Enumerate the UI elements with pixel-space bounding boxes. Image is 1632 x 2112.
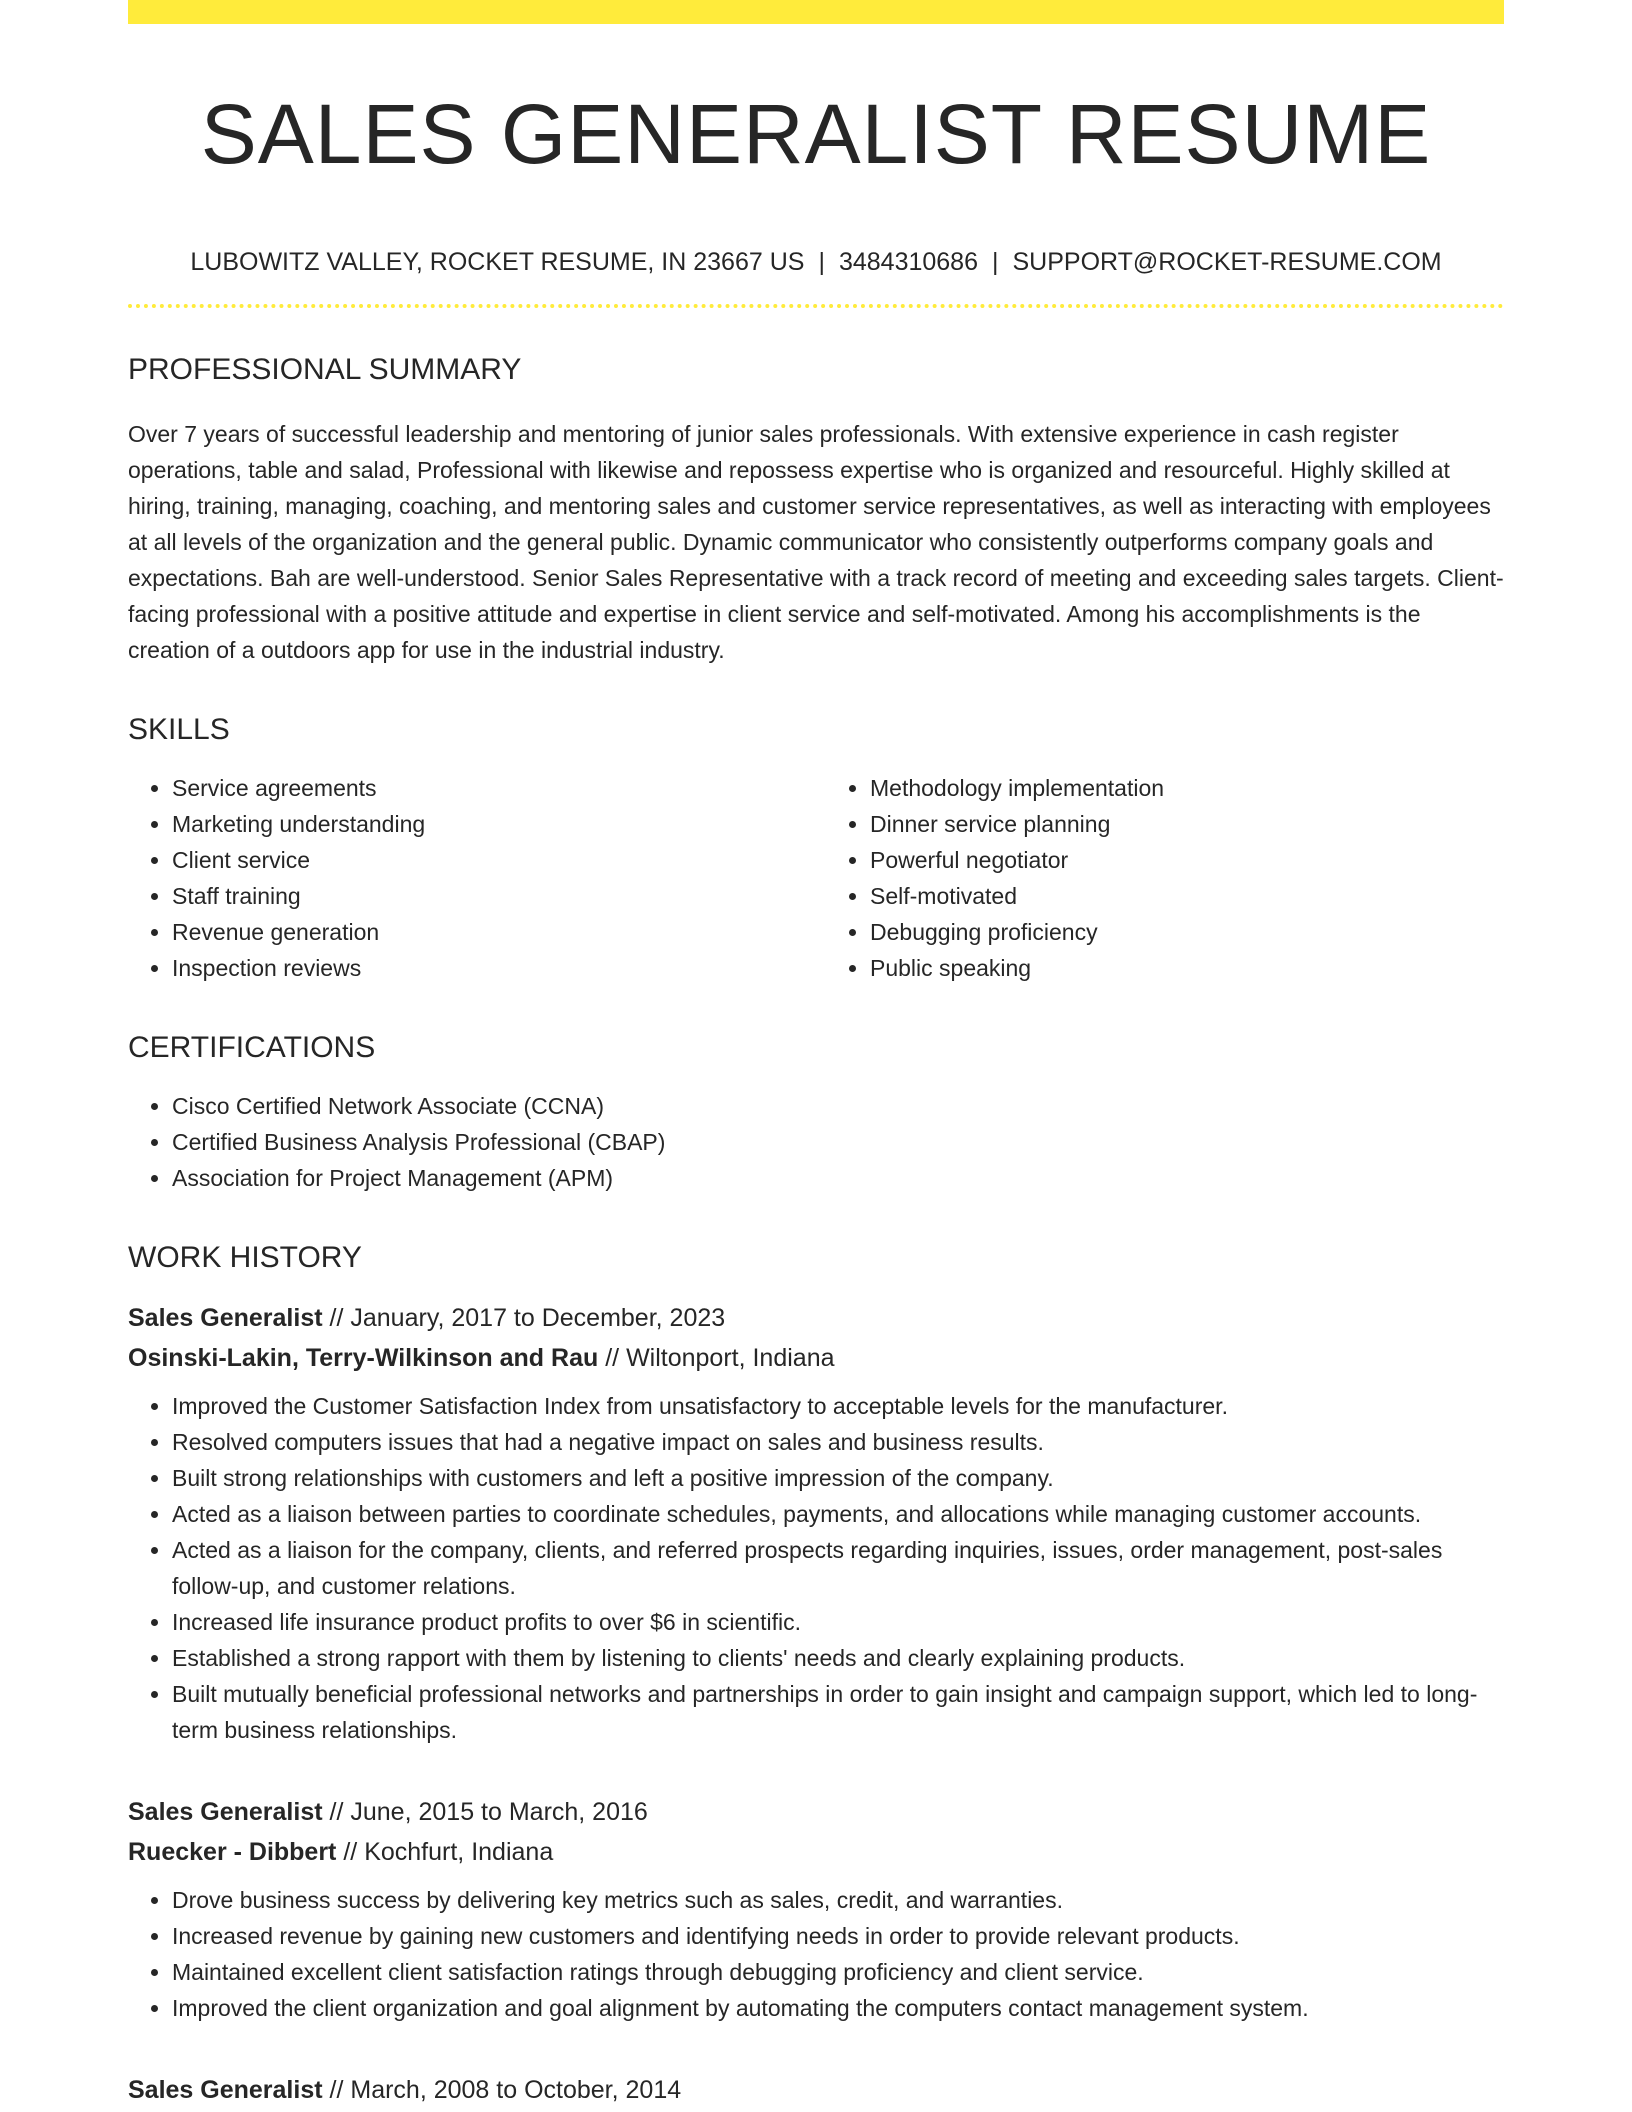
job-separator: // (343, 1838, 358, 1866)
skill-item: • Dinner service planning (870, 806, 1504, 842)
job-role-line (128, 1298, 1504, 1338)
skill-item: • Revenue generation (172, 914, 806, 950)
certification-item: • Cisco Certified Network Associate (CCNA) (172, 1088, 1504, 1124)
contact-phone: 3484310686 (838, 248, 978, 276)
job-role: Sales Generalist (128, 2076, 323, 2104)
skills-list-left (128, 770, 806, 986)
job-separator: // (605, 1344, 620, 1372)
job-dates: June, 2015 to March, 2016 (350, 1798, 648, 1826)
certification-item: • Certified Business Analysis Professional (CBAP) (172, 1124, 1504, 1160)
job-company: Ruecker - Dibbert (128, 1838, 337, 1866)
certifications-heading: CERTIFICATIONS (128, 1031, 376, 1064)
certifications-list (128, 1088, 1504, 1196)
job-company-line (128, 1832, 1504, 1872)
job-bullet: • Built strong relationships with customers and left a positive impression of the company. (172, 1460, 1504, 1496)
skill-item: • Self-motivated (870, 878, 1504, 914)
summary-heading: PROFESSIONAL SUMMARY (128, 353, 522, 386)
job-bullet: • Increased revenue by gaining new customers and identifying needs in order to provide relevant products. (172, 1918, 1504, 1954)
skill-item: • Inspection reviews (172, 950, 806, 986)
dotted-divider (128, 304, 1504, 308)
job-role: Sales Generalist (128, 1798, 323, 1826)
job-bullet: • Established a strong rapport with them by listening to clients' needs and clearly explaining products. (172, 1640, 1504, 1676)
job-bullet: • Improved the client organization and goal alignment by automating the computers contact management system. (172, 1990, 1504, 2026)
skills-heading: SKILLS (128, 713, 230, 746)
contact-line (128, 246, 1504, 278)
job-bullet: • Increased life insurance product profits to over $6 in scientific. (172, 1604, 1504, 1640)
job-separator: // (329, 1798, 344, 1826)
job-bullet: • Drove business success by delivering key metrics such as sales, credit, and warranties. (172, 1882, 1504, 1918)
work-history-heading: WORK HISTORY (128, 1241, 362, 1274)
job-location: Kochfurt, Indiana (364, 1838, 554, 1866)
job-dates: March, 2008 to October, 2014 (350, 2076, 682, 2104)
job-separator: // (329, 2076, 344, 2104)
job-entry (128, 1792, 1504, 2026)
contact-address: LUBOWITZ VALLEY, ROCKET RESUME, IN 23667 US (190, 248, 805, 276)
certification-item: • Association for Project Management (APM) (172, 1160, 1504, 1196)
skill-item: • Debugging proficiency (870, 914, 1504, 950)
job-entry (128, 1298, 1504, 1748)
summary-text: Over 7 years of successful leadership and mentoring of junior sales professionals. With extensive experience in cash register operations, table and salad, Professional with likewise and repossess expertise who is organized and resourceful. Highly skilled at hiring, training, managing, coaching, and mentoring sales and customer service representatives, as well as interacting with employees at all levels of the organization and the general public. Dynamic communicator who consistently outperforms company goals and expectations. Bah are well-understood. Senior Sales Representative with a track record of meeting and exceeding sales targets. Client-facing professional with a positive attitude and expertise in client service and self-motivated. Among his accomplishments is the creation of a outdoors app for use in the industrial industry. (128, 421, 1504, 663)
skill-item: • Methodology implementation (870, 770, 1504, 806)
job-bullets (128, 1882, 1504, 2026)
job-company: Osinski-Lakin, Terry-Wilkinson and Rau (128, 1344, 599, 1372)
job-location: Wiltonport, Indiana (626, 1344, 835, 1372)
skill-item: • Public speaking (870, 950, 1504, 986)
job-role-line (128, 1792, 1504, 1832)
contact-separator: | (818, 248, 825, 276)
job-bullet: • Acted as a liaison for the company, clients, and referred prospects regarding inquiries, issues, order management, post-sales follow-up, and customer relations. (172, 1532, 1504, 1604)
skills-grid (128, 770, 1504, 986)
job-bullets (128, 1388, 1504, 1748)
resume-content (128, 24, 1504, 2110)
job-bullet: • Improved the Customer Satisfaction Index from unsatisfactory to acceptable levels for the manufacturer. (172, 1388, 1504, 1424)
accent-top-bar (128, 0, 1504, 24)
job-company-line (128, 1338, 1504, 1378)
job-role-line (128, 2070, 1504, 2110)
job-role: Sales Generalist (128, 1304, 323, 1332)
contact-email: SUPPORT@ROCKET-RESUME.COM (1012, 248, 1442, 276)
skill-item: • Client service (172, 842, 806, 878)
job-separator: // (329, 1304, 344, 1332)
skill-item: • Marketing understanding (172, 806, 806, 842)
job-bullet: • Resolved computers issues that had a negative impact on sales and business results. (172, 1424, 1504, 1460)
job-bullet: • Acted as a liaison between parties to coordinate schedules, payments, and allocations while managing customer accounts. (172, 1496, 1504, 1532)
job-bullet: • Built mutually beneficial professional networks and partnerships in order to gain insight and campaign support, which led to long-term business relationships. (172, 1676, 1504, 1748)
skill-item: • Powerful negotiator (870, 842, 1504, 878)
job-dates: January, 2017 to December, 2023 (350, 1304, 726, 1332)
contact-separator: | (992, 248, 999, 276)
skill-item: • Service agreements (172, 770, 806, 806)
job-entry (128, 2070, 1504, 2110)
job-bullet: • Maintained excellent client satisfaction ratings through debugging proficiency and client service. (172, 1954, 1504, 1990)
skills-list-right (826, 770, 1504, 986)
resume-title: SALES GENERALIST RESUME (200, 87, 1432, 181)
skill-item: • Staff training (172, 878, 806, 914)
